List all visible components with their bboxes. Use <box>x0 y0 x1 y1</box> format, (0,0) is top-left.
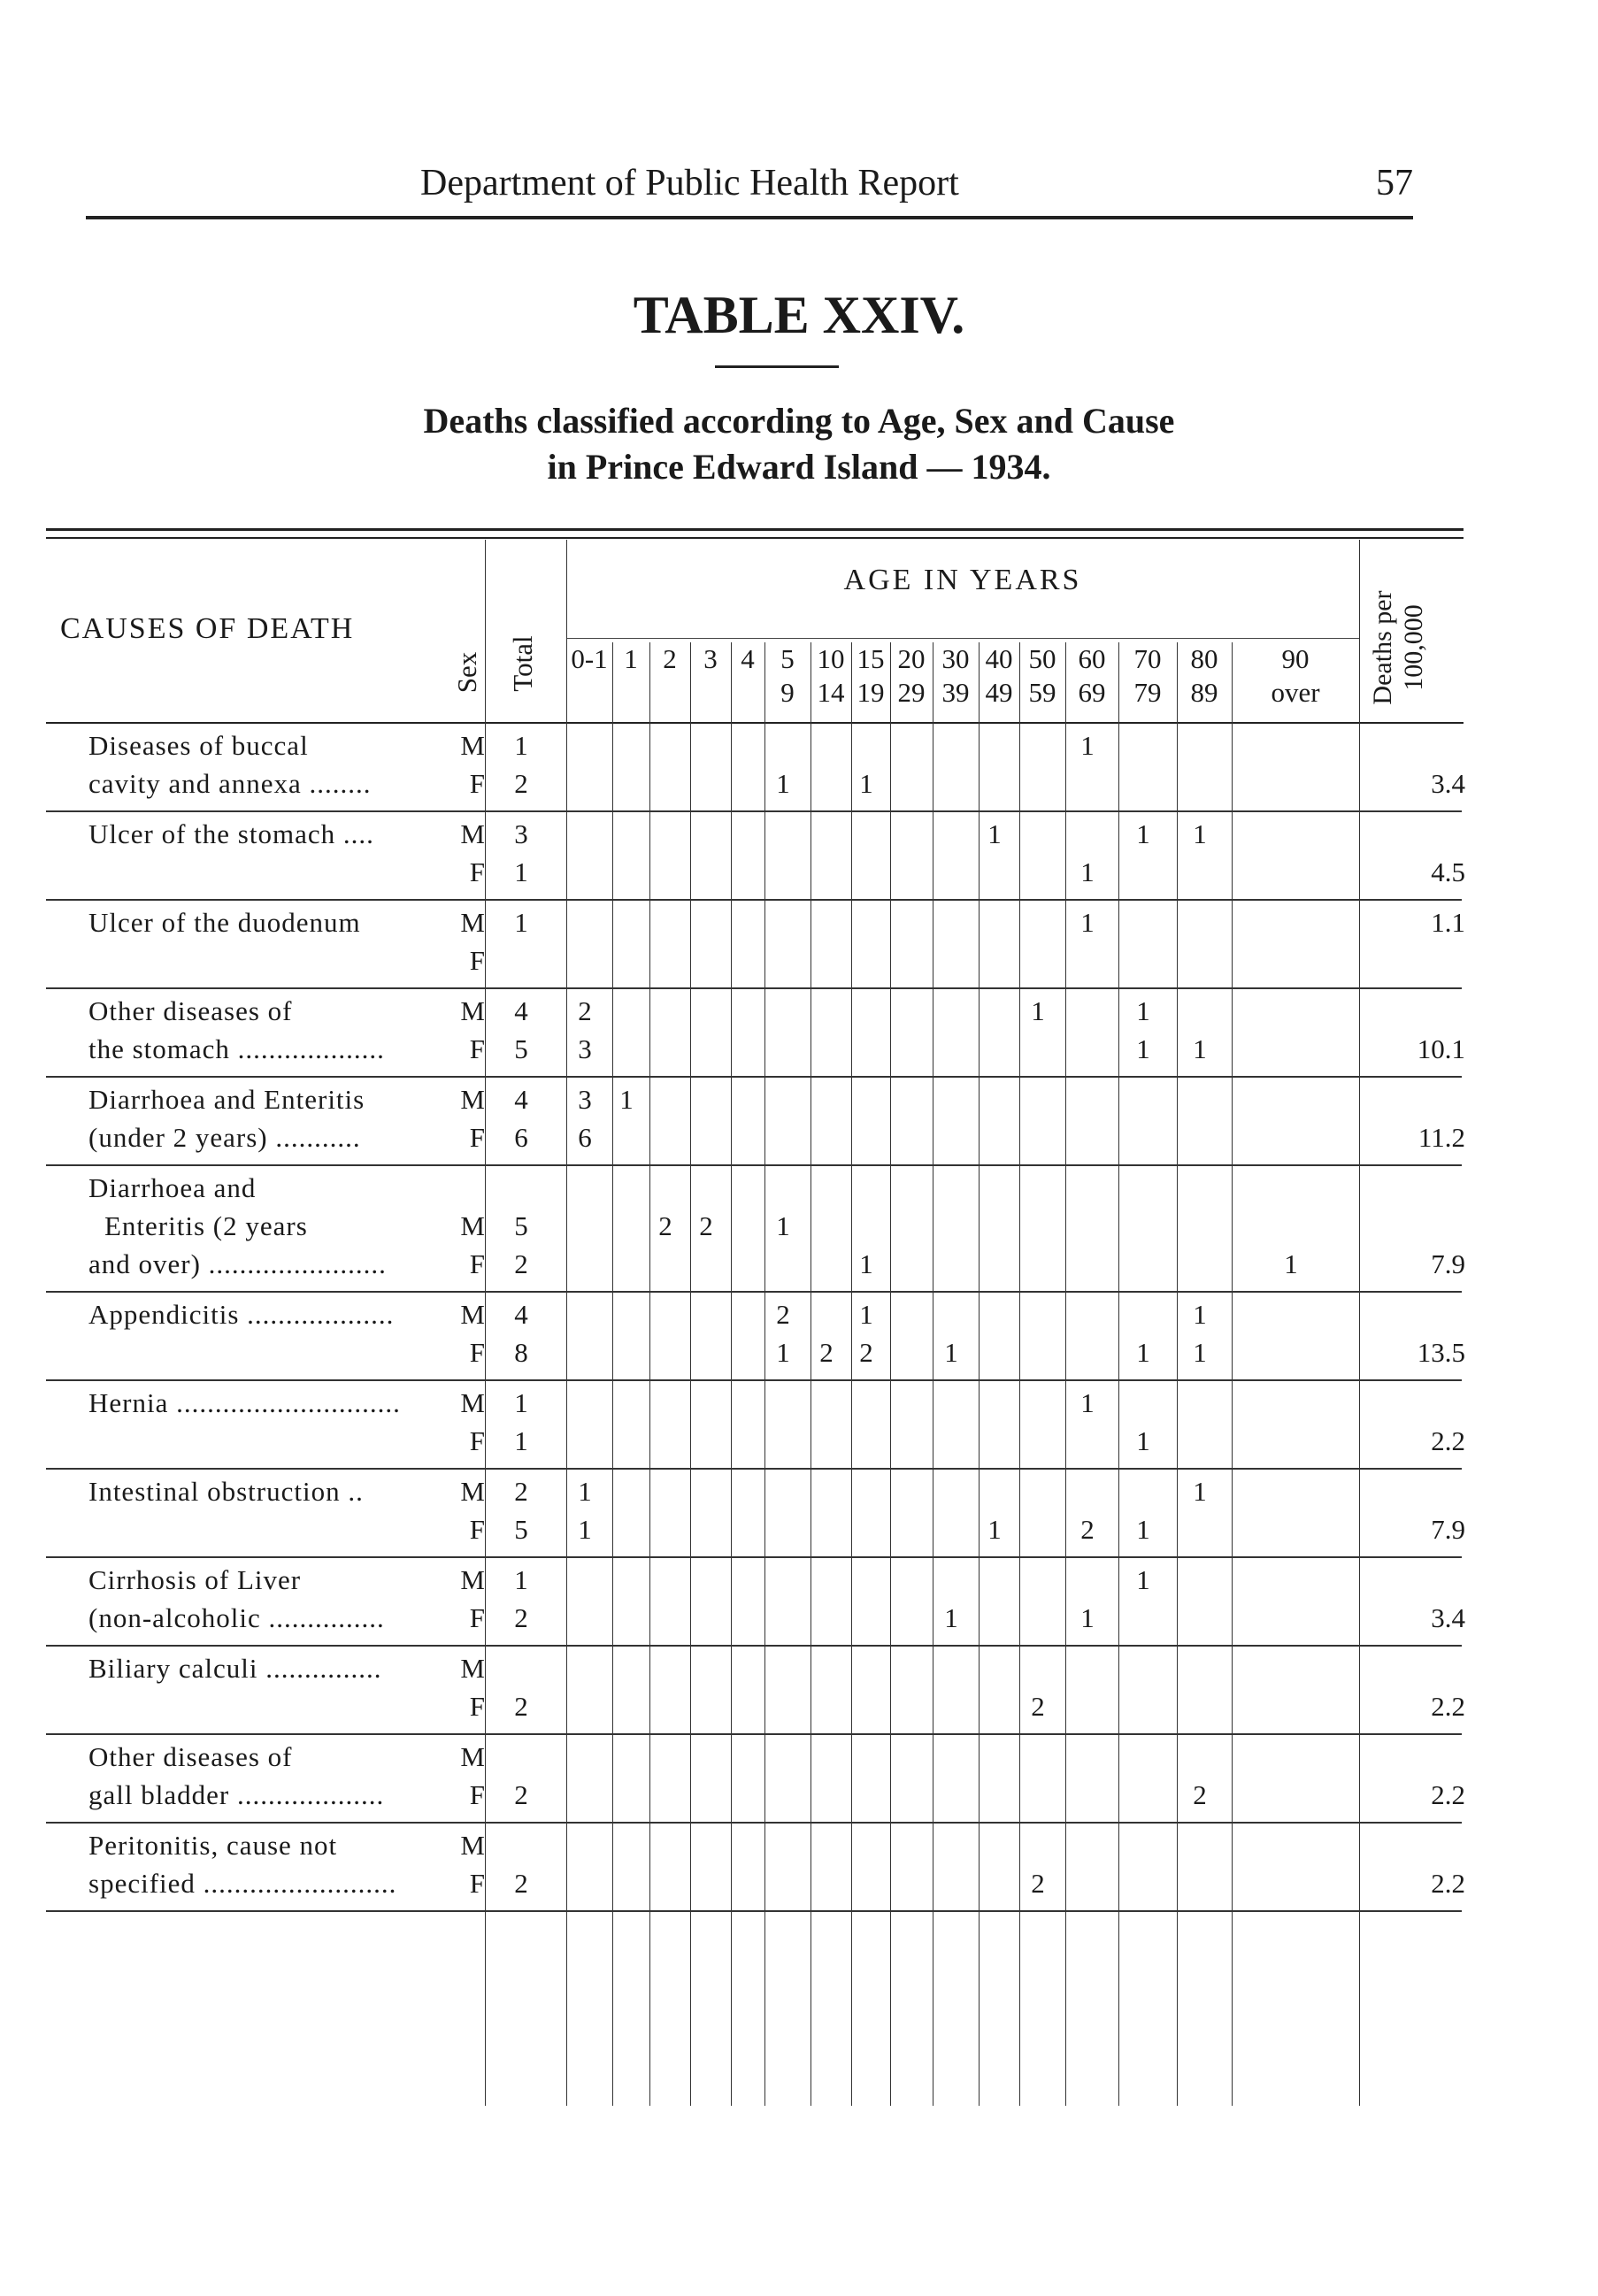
sex-cell: M <box>460 1476 485 1507</box>
sex-cell: M <box>460 1564 485 1595</box>
age-count-cell: 1 <box>859 1299 873 1330</box>
deaths-per-100000-cell: 7.9 <box>1431 1514 1465 1545</box>
cause-of-death-label: Ulcer of the stomach .... <box>88 818 374 849</box>
age-col-top: 10 <box>817 643 845 674</box>
sex-cell: M <box>460 730 485 761</box>
age-count-cell: 1 <box>619 1084 634 1115</box>
age-count-cell: 1 <box>859 768 873 799</box>
total-cell: 8 <box>514 1337 528 1368</box>
total-cell: 1 <box>514 1564 528 1595</box>
sex-cell: M <box>460 1210 485 1241</box>
cause-of-death-label: Diarrhoea and Enteritis <box>88 1084 365 1115</box>
sex-cell: F <box>469 1248 485 1279</box>
age-col-bottom: 89 <box>1190 677 1218 708</box>
sex-cell: M <box>460 1299 485 1330</box>
age-col-header <box>1232 642 1359 710</box>
age-col-top: 60 <box>1078 643 1106 674</box>
age-count-cell: 1 <box>1136 818 1150 849</box>
age-count-cell: 2 <box>578 995 592 1026</box>
page-header <box>86 155 1413 206</box>
causes-header: CAUSES OF DEATH <box>60 612 355 645</box>
age-col-header <box>933 642 979 710</box>
row-group-separator <box>46 1645 1462 1647</box>
age-count-cell: 1 <box>1080 907 1095 938</box>
age-col-bottom: 29 <box>897 677 926 708</box>
sex-cell: M <box>460 1387 485 1418</box>
deaths-per-100000-cell: 10.1 <box>1417 1033 1465 1064</box>
age-count-cell: 1 <box>1080 730 1095 761</box>
row-group-separator <box>46 810 1462 812</box>
age-col-header <box>1065 642 1118 710</box>
sex-cell: M <box>460 907 485 938</box>
age-header-rule <box>566 638 1359 639</box>
age-count-cell: 2 <box>699 1210 713 1241</box>
column-rule <box>764 642 765 2106</box>
report-title: Department of Public Health Report <box>420 163 959 203</box>
column-rule <box>1177 642 1178 2106</box>
age-group-header: AGE IN YEARS <box>843 564 1082 596</box>
age-count-cell: 1 <box>1136 1033 1150 1064</box>
total-cell: 2 <box>514 1691 528 1722</box>
age-col-top: 3 <box>703 643 718 674</box>
age-count-cell: 1 <box>1136 1425 1150 1456</box>
header-bottom-rule <box>46 722 1464 724</box>
age-col-header <box>851 642 890 710</box>
cause-of-death-label: and over) ....................... <box>88 1248 387 1279</box>
age-col-bottom: 39 <box>941 677 970 708</box>
cause-of-death-label: cavity and annexa ........ <box>88 768 372 799</box>
sex-cell: M <box>460 995 485 1026</box>
sex-cell: F <box>469 1602 485 1633</box>
sex-cell: F <box>469 1337 485 1368</box>
column-rule <box>1118 642 1119 2106</box>
column-rule <box>1359 540 1360 2106</box>
column-rule <box>485 540 486 2106</box>
total-cell: 1 <box>514 730 528 761</box>
column-rule <box>612 642 613 2106</box>
age-count-cell: 1 <box>1136 1337 1150 1368</box>
age-count-cell: 1 <box>1193 1476 1207 1507</box>
row-group-separator <box>46 1164 1462 1166</box>
sex-cell: M <box>460 1084 485 1115</box>
cause-of-death-label: (under 2 years) ........... <box>88 1122 361 1153</box>
total-cell: 2 <box>514 1868 528 1899</box>
rate-header <box>1368 559 1442 736</box>
column-rule <box>979 642 980 2106</box>
cause-of-death-label: Other diseases of <box>88 995 293 1026</box>
cause-of-death-label: Peritonitis, cause not <box>88 1830 338 1861</box>
age-count-cell: 1 <box>578 1476 592 1507</box>
sex-cell: F <box>469 945 485 976</box>
age-count-cell: 1 <box>1193 818 1207 849</box>
cause-of-death-label: Appendicitis ................... <box>88 1299 395 1330</box>
age-count-cell: 1 <box>1284 1248 1298 1279</box>
total-cell: 2 <box>514 1248 528 1279</box>
subtitle-line-2: in Prince Edward Island — 1934. <box>547 447 1051 487</box>
age-count-cell: 2 <box>658 1210 672 1241</box>
age-col-bottom: 69 <box>1078 677 1106 708</box>
age-col-header <box>979 642 1019 710</box>
age-count-cell: 1 <box>987 818 1002 849</box>
total-cell: 5 <box>514 1514 528 1545</box>
deaths-per-100000-cell: 2.2 <box>1431 1779 1465 1810</box>
sex-cell: F <box>469 856 485 887</box>
age-count-cell: 1 <box>1136 995 1150 1026</box>
sex-cell: M <box>460 1830 485 1861</box>
age-count-cell: 2 <box>859 1337 873 1368</box>
age-col-top: 20 <box>897 643 926 674</box>
age-count-cell: 1 <box>859 1248 873 1279</box>
age-count-cell: 1 <box>944 1602 958 1633</box>
age-count-cell: 1 <box>1031 995 1045 1026</box>
age-col-top: 80 <box>1190 643 1218 674</box>
sex-cell: F <box>469 1691 485 1722</box>
sex-cell: F <box>469 1779 485 1810</box>
age-col-header <box>731 642 764 710</box>
total-header: Total <box>507 635 538 692</box>
age-col-bottom: over <box>1271 677 1320 708</box>
column-rule <box>1232 642 1233 2106</box>
table-top-rule <box>46 528 1464 531</box>
age-count-cell: 1 <box>1193 1299 1207 1330</box>
age-col-bottom <box>566 676 612 710</box>
age-col-header <box>566 642 612 710</box>
cause-of-death-label: Enteritis (2 years <box>104 1210 308 1241</box>
age-col-bottom: 49 <box>985 677 1013 708</box>
sex-cell: F <box>469 1033 485 1064</box>
total-cell: 2 <box>514 1779 528 1810</box>
sex-cell: M <box>460 1741 485 1772</box>
age-col-top: 30 <box>941 643 970 674</box>
age-count-cell: 2 <box>1031 1868 1045 1899</box>
age-col-bottom: 79 <box>1133 677 1162 708</box>
total-cell: 3 <box>514 818 528 849</box>
age-count-cell: 1 <box>776 768 790 799</box>
deaths-per-100000-cell: 3.4 <box>1431 768 1465 799</box>
age-count-cell: 1 <box>1136 1564 1150 1595</box>
cause-of-death-label: Diseases of buccal <box>88 730 309 761</box>
age-count-cell: 2 <box>1031 1691 1045 1722</box>
total-cell: 1 <box>514 907 528 938</box>
row-group-separator <box>46 987 1462 989</box>
cause-of-death-label: Diarrhoea and <box>88 1172 257 1203</box>
row-group-separator <box>46 1822 1462 1824</box>
age-count-cell: 2 <box>1080 1514 1095 1545</box>
sex-cell: F <box>469 1514 485 1545</box>
sex-cell: F <box>469 768 485 799</box>
table-top-rule-2 <box>46 537 1464 539</box>
column-rule <box>566 540 567 2106</box>
cause-of-death-label: Intestinal obstruction .. <box>88 1476 364 1507</box>
age-col-bottom <box>690 676 731 710</box>
age-col-bottom: 59 <box>1028 677 1056 708</box>
deaths-per-100000-cell: 2.2 <box>1431 1691 1465 1722</box>
age-col-header <box>890 642 933 710</box>
age-col-top: 4 <box>741 643 755 674</box>
age-col-top: 5 <box>780 643 795 674</box>
deaths-per-100000-cell: 1.1 <box>1431 907 1465 938</box>
age-count-cell: 1 <box>776 1210 790 1241</box>
rate-header-line-2: 100,000 <box>1398 604 1428 691</box>
column-rule <box>851 642 852 2106</box>
age-count-cell: 1 <box>1080 856 1095 887</box>
age-count-cell: 3 <box>578 1033 592 1064</box>
sex-cell: M <box>460 1653 485 1684</box>
table-name: TABLE XXIV. <box>633 286 965 344</box>
sex-cell: F <box>469 1122 485 1153</box>
age-col-header <box>1177 642 1232 710</box>
sex-cell: F <box>469 1425 485 1456</box>
total-cell: 1 <box>514 856 528 887</box>
cause-of-death-label: gall bladder ................... <box>88 1779 385 1810</box>
age-count-cell: 1 <box>944 1337 958 1368</box>
total-cell: 6 <box>514 1122 528 1153</box>
row-group-separator <box>46 1468 1462 1470</box>
age-count-cell: 1 <box>1193 1337 1207 1368</box>
age-col-top: 15 <box>857 643 885 674</box>
cause-of-death-label: the stomach ................... <box>88 1033 385 1064</box>
age-col-top: 40 <box>985 643 1013 674</box>
row-group-separator <box>46 1379 1462 1381</box>
total-cell: 2 <box>514 1476 528 1507</box>
rate-header-line-1: Deaths per <box>1368 590 1397 705</box>
age-col-top: 90 <box>1281 643 1310 674</box>
total-cell: 5 <box>514 1210 528 1241</box>
age-count-cell: 1 <box>1193 1033 1207 1064</box>
deaths-per-100000-cell: 13.5 <box>1417 1337 1465 1368</box>
age-col-header <box>1019 642 1065 710</box>
column-rule <box>731 642 732 2106</box>
age-count-cell: 6 <box>578 1122 592 1153</box>
column-rule <box>690 642 691 2106</box>
table-subtitle <box>0 398 1598 490</box>
deaths-per-100000-cell: 3.4 <box>1431 1602 1465 1633</box>
cause-of-death-label: Ulcer of the duodenum <box>88 907 361 938</box>
age-col-top: 50 <box>1028 643 1056 674</box>
sex-cell: F <box>469 1868 485 1899</box>
age-col-bottom <box>649 676 690 710</box>
page-number: 57 <box>1376 163 1413 203</box>
row-group-separator <box>46 1910 1462 1912</box>
cause-of-death-label: Biliary calculi ............... <box>88 1653 382 1684</box>
subtitle-line-1: Deaths classified according to Age, Sex and Cause <box>423 401 1175 441</box>
age-col-bottom <box>612 676 649 710</box>
deaths-per-100000-cell: 7.9 <box>1431 1248 1465 1279</box>
cause-of-death-label: Other diseases of <box>88 1741 293 1772</box>
age-col-bottom: 9 <box>780 677 795 708</box>
row-group-separator <box>46 1076 1462 1078</box>
sex-header: Sex <box>451 651 482 694</box>
total-cell: 4 <box>514 995 528 1026</box>
age-col-header <box>612 642 649 710</box>
row-group-separator <box>46 1291 1462 1293</box>
total-cell: 4 <box>514 1084 528 1115</box>
total-cell: 5 <box>514 1033 528 1064</box>
total-cell: 4 <box>514 1299 528 1330</box>
row-group-separator <box>46 1733 1462 1735</box>
column-rule <box>890 642 891 2106</box>
age-col-header <box>649 642 690 710</box>
age-col-bottom <box>731 676 764 710</box>
age-count-cell: 1 <box>1136 1514 1150 1545</box>
total-cell: 1 <box>514 1425 528 1456</box>
age-col-bottom: 14 <box>817 677 845 708</box>
total-cell: 2 <box>514 1602 528 1633</box>
column-rule <box>649 642 650 2106</box>
table-name-rule <box>715 365 839 368</box>
age-count-cell: 1 <box>1080 1387 1095 1418</box>
total-cell: 1 <box>514 1387 528 1418</box>
age-count-cell: 1 <box>578 1514 592 1545</box>
age-col-header <box>690 642 731 710</box>
cause-of-death-label: Cirrhosis of Liver <box>88 1564 302 1595</box>
age-count-cell: 2 <box>819 1337 834 1368</box>
deaths-per-100000-cell: 11.2 <box>1417 1122 1465 1153</box>
deaths-per-100000-cell: 2.2 <box>1431 1425 1465 1456</box>
cause-of-death-label: Hernia ............................. <box>88 1387 401 1418</box>
age-col-top: 0-1 <box>571 643 608 674</box>
age-col-header <box>811 642 851 710</box>
deaths-per-100000-cell: 2.2 <box>1431 1868 1465 1899</box>
age-col-bottom: 19 <box>857 677 885 708</box>
deaths-per-100000-cell: 4.5 <box>1431 856 1465 887</box>
age-col-header <box>1118 642 1177 710</box>
total-cell: 2 <box>514 768 528 799</box>
age-count-cell: 2 <box>776 1299 790 1330</box>
cause-of-death-label: (non-alcoholic ............... <box>88 1602 385 1633</box>
age-col-top: 1 <box>624 643 638 674</box>
age-count-cell: 1 <box>987 1514 1002 1545</box>
age-count-cell: 3 <box>578 1084 592 1115</box>
age-col-top: 2 <box>663 643 677 674</box>
header-rule <box>86 216 1413 219</box>
cause-of-death-label: specified ......................... <box>88 1868 397 1899</box>
row-group-separator <box>46 1556 1462 1558</box>
age-count-cell: 1 <box>776 1337 790 1368</box>
sex-cell: M <box>460 818 485 849</box>
age-count-cell: 1 <box>1080 1602 1095 1633</box>
age-col-top: 70 <box>1133 643 1162 674</box>
row-group-separator <box>46 899 1462 901</box>
age-col-header <box>764 642 811 710</box>
age-count-cell: 2 <box>1193 1779 1207 1810</box>
